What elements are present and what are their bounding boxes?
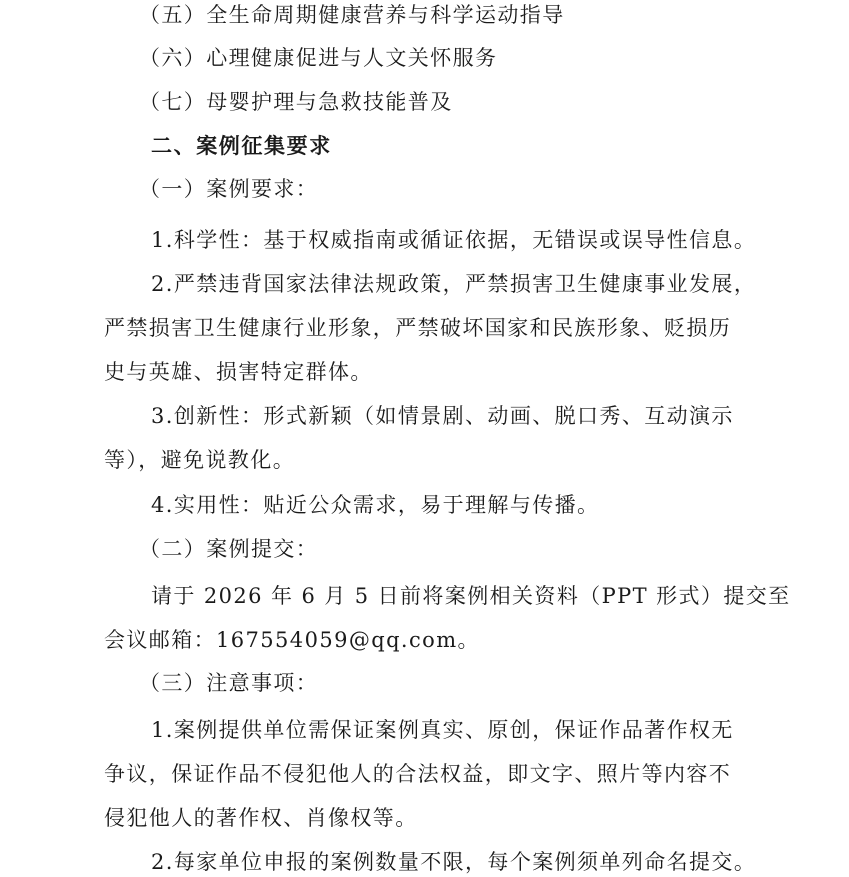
section-heading: 二、案例征集要求 <box>151 134 332 158</box>
requirement-4: 4.实用性：贴近公众需求，易于理解与传播。 <box>151 493 600 517</box>
subsection-heading-1: （一）案例要求： <box>139 177 319 201</box>
note-2: 2.每家单位申报的案例数量不限，每个案例须单列命名提交。 <box>151 850 757 874</box>
requirement-3-line-1: 3.创新性：形式新颖（如情景剧、动画、脱口秀、互动演示 <box>151 404 734 428</box>
submission-line-1: 请于 2026 年 6 月 5 日前将案例相关资料（PPT 形式）提交至 <box>151 584 791 608</box>
requirement-1: 1.科学性：基于权威指南或循证依据，无错误或误导性信息。 <box>151 228 757 252</box>
subsection-heading-2: （二）案例提交： <box>139 537 319 561</box>
requirement-3-line-2: 等），避免说教化。 <box>104 448 296 472</box>
submission-line-2: 会议邮箱：167554059@qq.com。 <box>104 628 480 652</box>
requirement-2-line-2: 严禁损害卫生健康行业形象，严禁破坏国家和民族形象、贬损历 <box>104 316 732 340</box>
requirement-2-line-1: 2.严禁违背国家法律法规政策，严禁损害卫生健康事业发展， <box>151 272 757 296</box>
subsection-heading-3: （三）注意事项： <box>139 671 319 695</box>
requirement-2-line-3: 史与英雄、损害特定群体。 <box>104 360 373 384</box>
list-item-6: （六）心理健康促进与人文关怀服务 <box>139 46 498 70</box>
list-item-5: （五）全生命周期健康营养与科学运动指导 <box>139 3 565 27</box>
note-1-line-1: 1.案例提供单位需保证案例真实、原创，保证作品著作权无 <box>151 718 734 742</box>
list-item-7: （七）母婴护理与急救技能普及 <box>139 90 453 114</box>
note-1-line-3: 侵犯他人的著作权、肖像权等。 <box>104 806 418 830</box>
note-1-line-2: 争议，保证作品不侵犯他人的合法权益，即文字、照片等内容不 <box>104 762 732 786</box>
